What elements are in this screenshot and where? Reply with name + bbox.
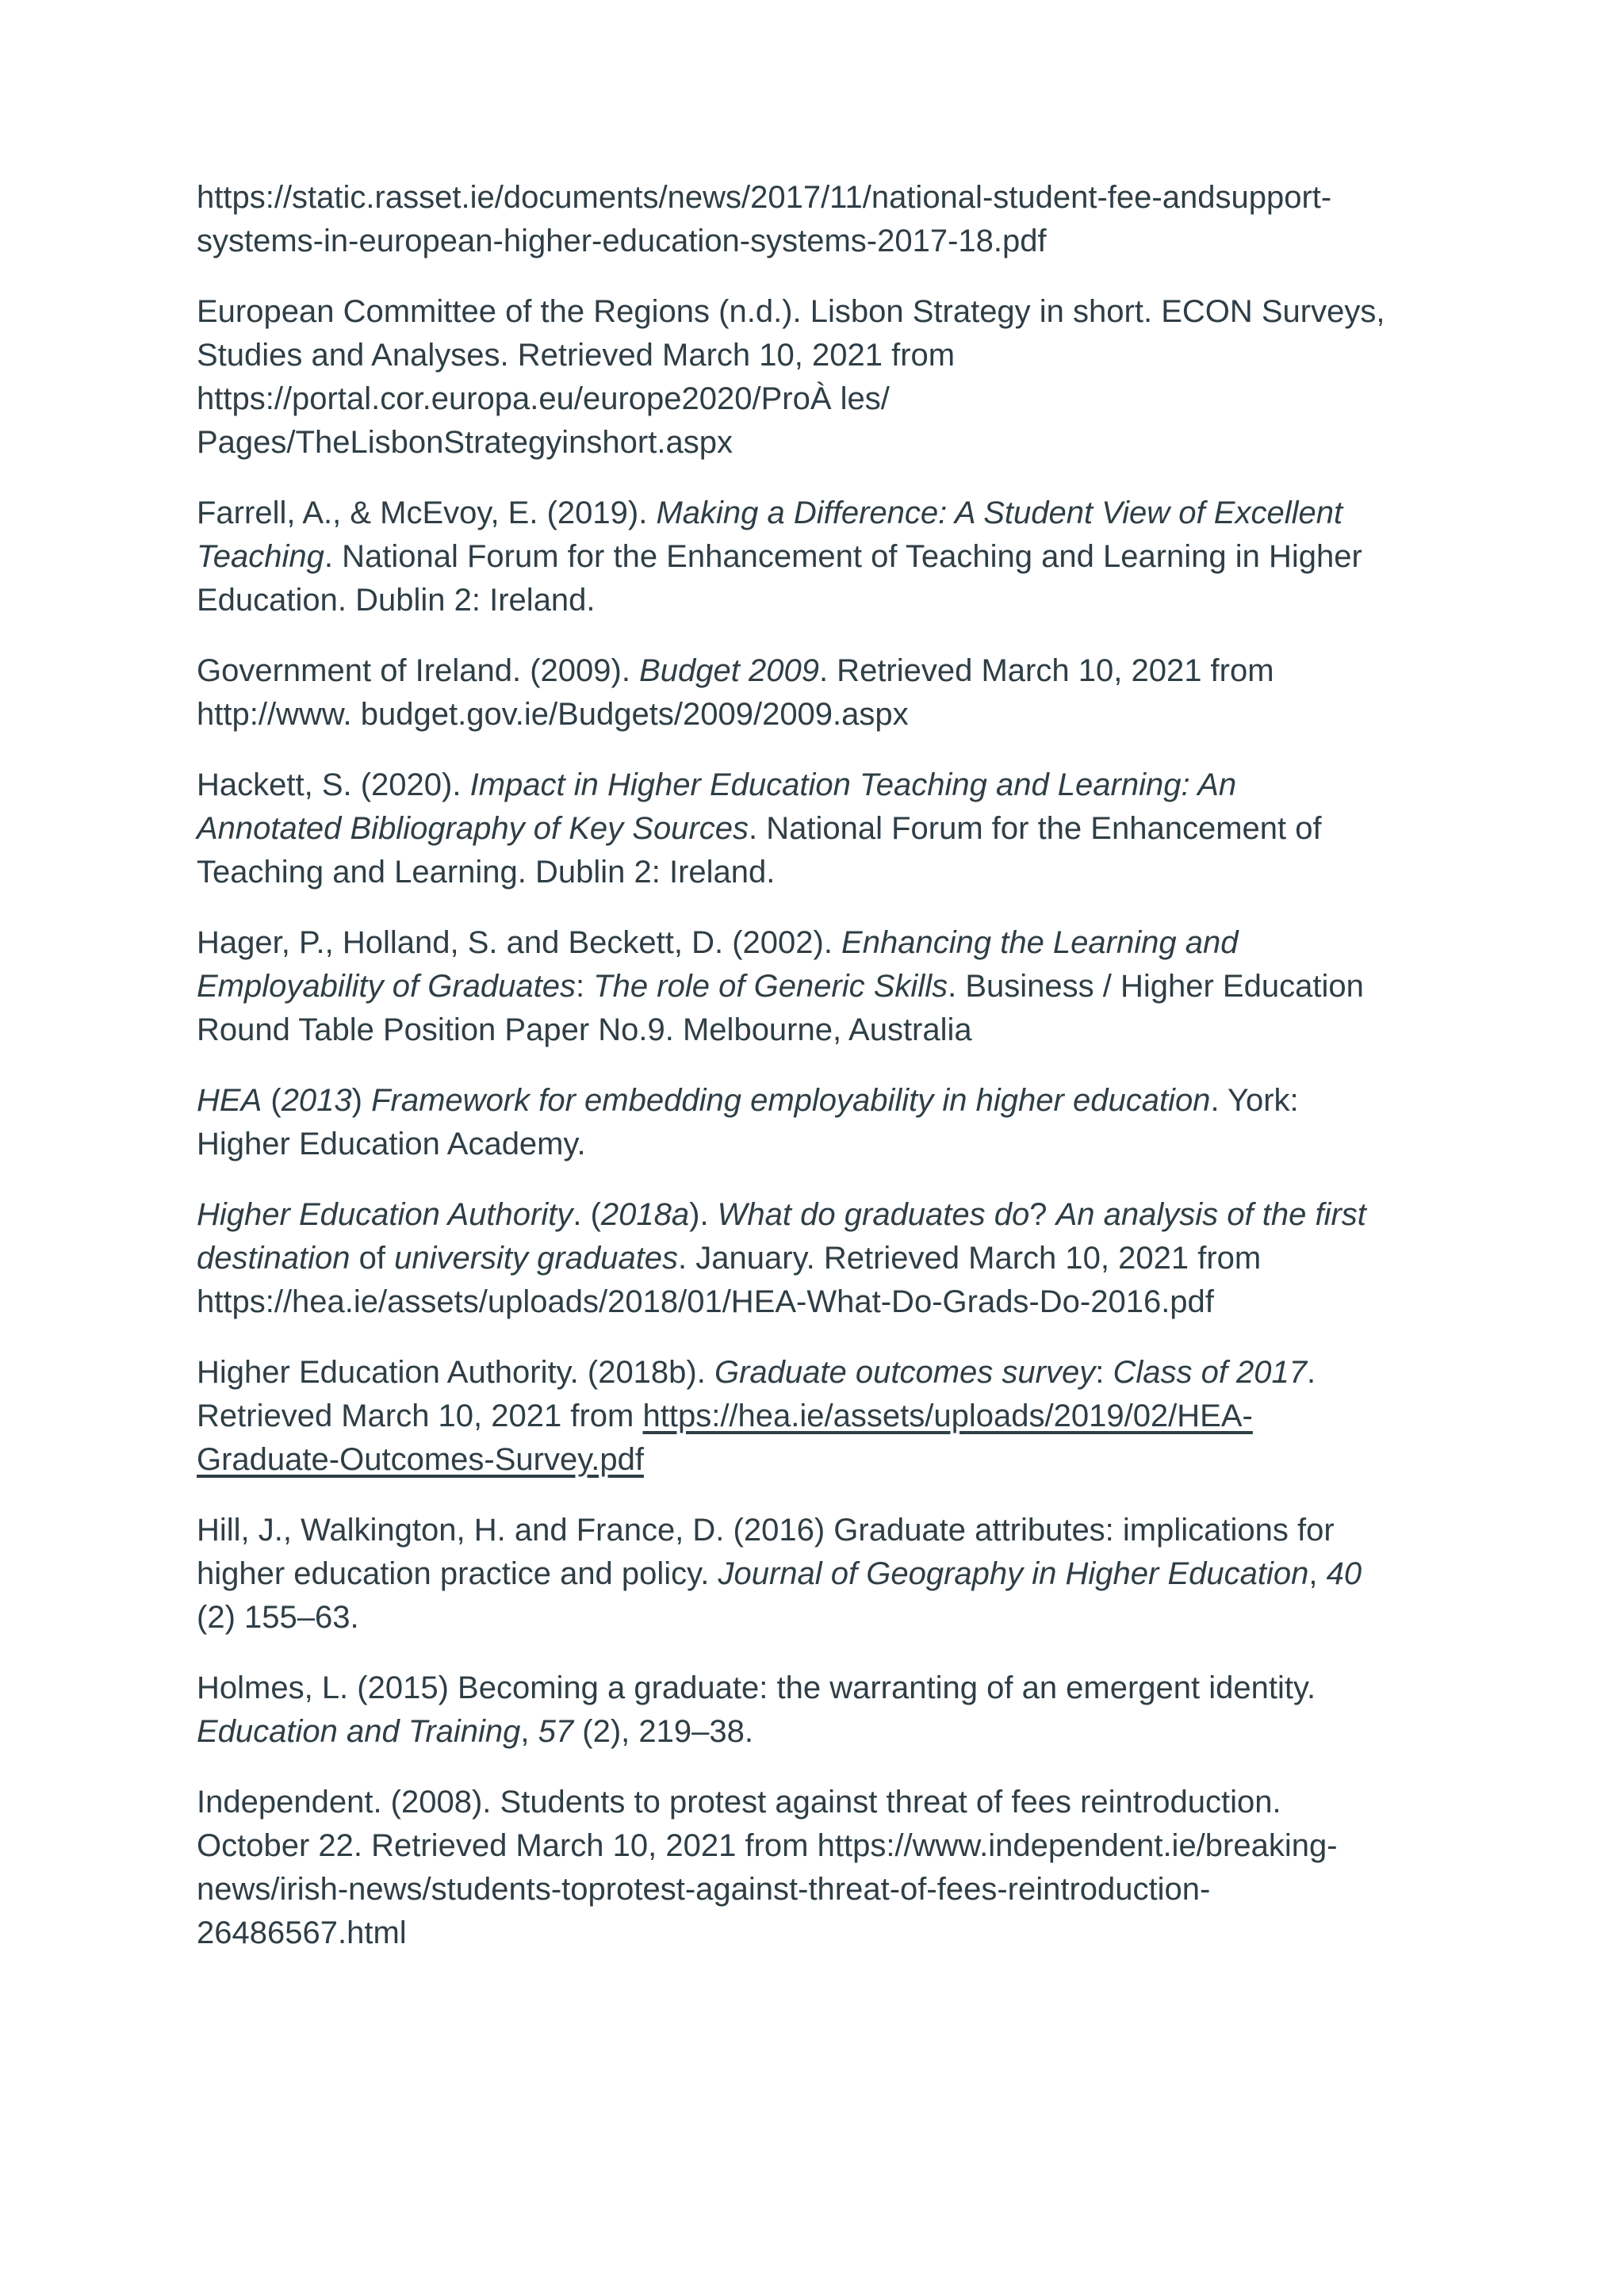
- reference-text: ,: [520, 1714, 538, 1749]
- reference-text: . January. Retrieved March 10, 2021 from: [678, 1241, 1262, 1276]
- reference-line: [197, 1552, 1450, 1596]
- reference-entry: [197, 1781, 1450, 1955]
- work-title: Framework for embedding employability in higher education: [371, 1083, 1211, 1118]
- url-text[interactable]: 26486567.html: [197, 1915, 407, 1950]
- reference-text: ).: [689, 1197, 718, 1232]
- reference-entry: [197, 1509, 1450, 1640]
- reference-line[interactable]: [197, 1911, 1450, 1955]
- reference-text: Studies and Analyses. Retrieved March 10, 2021 from: [197, 338, 956, 373]
- work-title: The role of Generic Skills: [593, 969, 948, 1004]
- reference-text: .: [1307, 1355, 1316, 1390]
- reference-text: :: [1095, 1355, 1113, 1390]
- reference-text: :: [576, 969, 594, 1004]
- reference-line: [197, 763, 1450, 807]
- reference-line: [197, 334, 1450, 377]
- reference-entry: [197, 1351, 1450, 1482]
- work-title: Teaching: [197, 539, 324, 574]
- reference-text: Teaching and Learning. Dublin 2: Ireland.: [197, 855, 776, 890]
- reference-line: [197, 1596, 1450, 1640]
- url-text[interactable]: https://portal.cor.europa.eu/europe2020/ProÀ les/: [197, 381, 890, 416]
- reference-line[interactable]: [197, 220, 1450, 263]
- reference-entry: [197, 1667, 1450, 1754]
- work-title: Class of 2017: [1113, 1355, 1308, 1390]
- reference-text: . (: [573, 1197, 601, 1232]
- reference-entry: [197, 176, 1450, 263]
- volume-number: 40: [1326, 1556, 1362, 1591]
- reference-line: [197, 290, 1450, 334]
- reference-text: Hackett, S. (2020).: [197, 767, 470, 802]
- url-text[interactable]: http://www. budget.gov.ie/Budgets/2009/2009.aspx: [197, 697, 909, 732]
- reference-text: ,: [1308, 1556, 1327, 1591]
- reference-line[interactable]: [197, 1280, 1450, 1324]
- reference-entry: [197, 763, 1450, 894]
- reference-text: European Committee of the Regions (n.d.). Lisbon Strategy in short. ECON Surveys,: [197, 294, 1385, 329]
- url-text[interactable]: systems-in-european-higher-education-systems-2017-18.pdf: [197, 224, 1047, 258]
- reference-text: Retrieved March 10, 2021 from: [197, 1399, 643, 1433]
- reference-line: [197, 1008, 1450, 1052]
- reference-line: [197, 1351, 1450, 1395]
- url-text[interactable]: https://hea.ie/assets/uploads/2018/01/HEA-What-Do-Grads-Do-2016.pdf: [197, 1284, 1214, 1319]
- reference-line: [197, 965, 1450, 1008]
- reference-line: [197, 1237, 1450, 1280]
- work-title: An analysis of the first: [1055, 1197, 1366, 1232]
- work-title: Impact in Higher Education Teaching and Learning: An: [469, 767, 1237, 802]
- reference-entry: [197, 1193, 1450, 1324]
- reference-line[interactable]: [197, 421, 1450, 465]
- reference-text: . Business / Higher Education: [948, 969, 1364, 1004]
- year-text: 2018a: [600, 1197, 690, 1232]
- reference-line: [197, 1123, 1450, 1166]
- reference-line[interactable]: [197, 693, 1450, 737]
- reference-line: [197, 851, 1450, 894]
- reference-line: [197, 1079, 1450, 1123]
- reference-text: (2), 219–38.: [573, 1714, 753, 1749]
- url-text[interactable]: https://static.rasset.ie/documents/news/2017/11/national-student-fee-andsupport-: [197, 180, 1332, 215]
- url-text[interactable]: Pages/TheLisbonStrategyinshort.aspx: [197, 425, 733, 460]
- reference-text: . National Forum for the Enhancement of: [749, 811, 1322, 846]
- reference-entry: [197, 1079, 1450, 1166]
- reference-line[interactable]: [197, 1868, 1450, 1911]
- reference-line: [197, 649, 1450, 693]
- reference-line: [197, 1193, 1450, 1237]
- reference-line: [197, 1509, 1450, 1552]
- journal-title: Journal of Geography in Higher Education: [718, 1556, 1309, 1591]
- reference-text: higher education practice and policy.: [197, 1556, 718, 1591]
- reference-text: Higher Education Authority. (2018b).: [197, 1355, 714, 1390]
- reference-text: Round Table Position Paper No.9. Melbourne, Australia: [197, 1012, 972, 1047]
- reference-text: Hager, P., Holland, S. and Beckett, D. (2002).: [197, 925, 842, 960]
- reference-line: [197, 579, 1450, 622]
- reference-text: . Retrieved March 10, 2021 from: [818, 653, 1274, 688]
- reference-line: [197, 1710, 1450, 1754]
- reference-text: Holmes, L. (2015) Becoming a graduate: the warranting of an emergent identity.: [197, 1670, 1316, 1705]
- work-title: What do graduates do: [717, 1197, 1030, 1232]
- reference-line: [197, 1781, 1450, 1824]
- reference-text: . York:: [1210, 1083, 1299, 1118]
- reference-line: [197, 807, 1450, 851]
- reference-line: [197, 535, 1450, 579]
- reference-text: Independent. (2008). Students to protest against threat of fees reintroduction.: [197, 1785, 1281, 1820]
- journal-title: Education and Training: [197, 1714, 521, 1749]
- hyperlink[interactable]: https://hea.ie/assets/uploads/2019/02/HEA-: [642, 1399, 1253, 1433]
- reference-line: [197, 1667, 1450, 1710]
- reference-line: [197, 492, 1450, 535]
- reference-text: (2) 155–63.: [197, 1600, 359, 1635]
- reference-text: Hill, J., Walkington, H. and France, D. (2016) Graduate attributes: implications for: [197, 1513, 1335, 1548]
- reference-text: Farrell, A., & McEvoy, E. (2019).: [197, 496, 657, 530]
- work-title: Graduate outcomes survey: [714, 1355, 1096, 1390]
- reference-text: (: [262, 1083, 282, 1118]
- work-title: destination: [197, 1241, 350, 1276]
- reference-text: October 22. Retrieved March 10, 2021 from https://www.independent.ie/breaking-: [197, 1828, 1338, 1863]
- year-text: 2013: [281, 1083, 352, 1118]
- reference-list: [197, 176, 1450, 1982]
- reference-text: ?: [1029, 1197, 1056, 1232]
- work-title: university graduates: [394, 1241, 679, 1276]
- work-title: Enhancing the Learning and: [841, 925, 1239, 960]
- reference-text: Government of Ireland. (2009).: [197, 653, 640, 688]
- reference-line[interactable]: [197, 1438, 1450, 1482]
- reference-line: [197, 1824, 1450, 1868]
- reference-entry: [197, 492, 1450, 622]
- work-title: Employability of Graduates: [197, 969, 576, 1004]
- work-title: Budget 2009: [639, 653, 819, 688]
- reference-entry: [197, 921, 1450, 1052]
- volume-number: 57: [538, 1714, 574, 1749]
- reference-line[interactable]: [197, 176, 1450, 220]
- work-title: Making a Difference: A Student View of Excellent: [656, 496, 1343, 530]
- reference-entry: [197, 649, 1450, 737]
- author-name: HEA: [197, 1083, 262, 1118]
- reference-text: Education. Dublin 2: Ireland.: [197, 583, 596, 618]
- reference-entry: [197, 290, 1450, 465]
- reference-line: [197, 1395, 1450, 1438]
- reference-text: Higher Education Academy.: [197, 1127, 586, 1161]
- url-text[interactable]: news/irish-news/students-toprotest-against-threat-of-fees-reintroduction-: [197, 1872, 1211, 1907]
- reference-text: ): [351, 1083, 372, 1118]
- reference-text: . National Forum for the Enhancement of Teaching and Learning in Higher: [324, 539, 1362, 574]
- author-name: Higher Education Authority: [197, 1197, 573, 1232]
- reference-line[interactable]: [197, 377, 1450, 421]
- reference-text: of: [350, 1241, 395, 1276]
- work-title: Annotated Bibliography of Key Sources: [197, 811, 749, 846]
- hyperlink[interactable]: Graduate-Outcomes-Survey.pdf: [197, 1442, 644, 1477]
- reference-line: [197, 921, 1450, 965]
